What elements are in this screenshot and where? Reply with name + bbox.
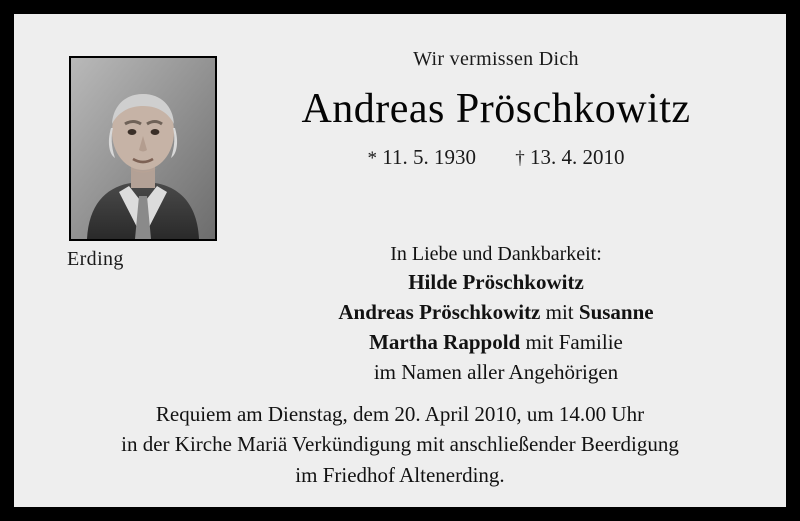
family-member-name: Hilde Pröschkowitz — [408, 270, 584, 295]
notice-paper — [14, 14, 786, 507]
birth-symbol: * — [367, 148, 377, 169]
family-closing: im Namen aller Angehörigen — [373, 359, 619, 384]
service-line: im Friedhof Altenerding. — [295, 462, 505, 487]
family-member-name: Andreas Pröschkowitz — [338, 300, 541, 325]
birth-date: 11. 5. 1930 — [382, 145, 476, 169]
service-details — [34, 399, 766, 490]
family-member-name: Martha Rappold — [369, 330, 521, 355]
portrait-illustration — [71, 58, 215, 239]
family-member-suffix: mit Familie — [520, 330, 623, 355]
death-date: 13. 4. 2010 — [529, 145, 625, 169]
portrait-frame — [69, 56, 217, 241]
family-member-row — [224, 268, 768, 298]
family-member-row — [224, 328, 768, 358]
life-dates — [224, 145, 768, 170]
family-intro: In Liebe und Dankbarkeit: — [390, 243, 602, 265]
lead-text: Wir vermissen Dich — [413, 48, 579, 70]
family-member-conjunction: mit — [540, 300, 579, 325]
family-block — [224, 240, 768, 388]
family-member-partner: Susanne — [578, 300, 654, 325]
birth-date-group — [368, 145, 482, 169]
cross-icon: † — [515, 148, 525, 169]
place-label: Erding — [67, 248, 124, 270]
portrait-photo — [71, 58, 215, 239]
death-date-group — [515, 145, 624, 169]
service-line: Requiem am Dienstag, dem 20. April 2010, um 14.00 Uhr — [155, 402, 645, 426]
family-member-row — [224, 298, 768, 328]
service-line: in der Kirche Mariä Verkündigung mit anschließender Beerdigung — [121, 432, 679, 457]
header-block — [224, 48, 768, 170]
deceased-name: Andreas Pröschkowitz — [301, 86, 691, 132]
